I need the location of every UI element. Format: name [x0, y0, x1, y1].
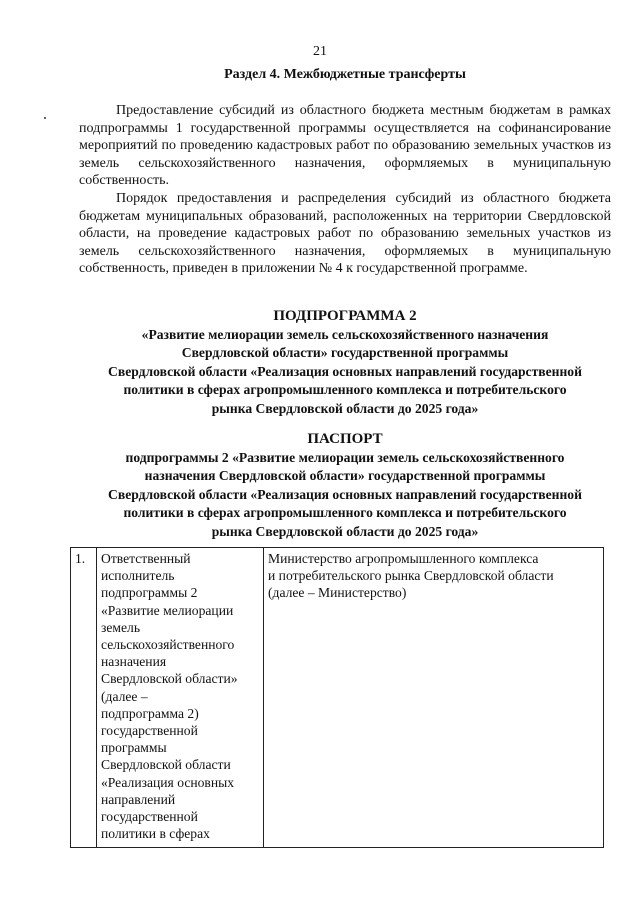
- row-number: 1.: [71, 548, 97, 848]
- subprogram-line: «Развитие мелиорации земель сельскохозяйственного назначения: [141, 327, 549, 342]
- row-value: Министерство агропромышленного комплекса и потребительского рынка Свердловской области (далее – Министерство): [264, 548, 604, 848]
- subprogram-line: Свердловской области «Реализация основных направлений государственной: [108, 363, 582, 379]
- passport-line: назначения Свердловской области» государственной программы: [144, 468, 546, 484]
- subprogram-heading: [79, 306, 611, 418]
- subprogram-line: Свердловской области» государственной программы: [181, 345, 509, 361]
- passport-title: ПАСПОРТ: [307, 431, 383, 447]
- passport-table: [70, 547, 604, 848]
- section-heading: Раздел 4. Межбюджетные трансферты: [224, 67, 466, 82]
- paragraph-subsidies: [79, 102, 611, 190]
- paragraph-procedure: [79, 190, 611, 278]
- scan-speck: [44, 117, 46, 119]
- subprogram-title: ПОДПРОГРАММА 2: [273, 308, 417, 324]
- paragraph-procedure-text: Порядок предоставления и распределения субсидий из областного бюджета бюджетам муниципальных образований, расположенных на территории Свердловской области, на проведение кадастровых работ по образованию земельных участков из земель сельскохозяйственного назначения, оформляемых в муниципальную собственность, приведен в приложении № 4 к государственной программе.: [79, 191, 612, 277]
- paragraph-subsidies-text: Предоставление субсидий из областного бюджета местным бюджетам в рамках подпрограммы 1 государственной программы осуществляется на софинансирование мероприятий по проведению кадастровых работ по образованию земельных участков из земель сельскохозяйственного назначения, оформляемых в муниципальную собственность.: [79, 103, 612, 189]
- passport-heading: [79, 429, 611, 541]
- passport-line: Свердловской области «Реализация основных направлений государственной: [108, 486, 582, 502]
- passport-line: рынка Свердловской области до 2025 года»: [211, 523, 479, 539]
- page-number: 21: [313, 44, 327, 59]
- table-row: [71, 548, 604, 848]
- passport-line: подпрограммы 2 «Развитие мелиорации земель сельскохозяйственного: [125, 450, 565, 465]
- subprogram-line: политики в сферах агропромышленного комплекса и потребительского: [123, 382, 567, 398]
- passport-line: политики в сферах агропромышленного комплекса и потребительского: [123, 505, 567, 521]
- row-label: Ответственный исполнитель подпрограммы 2 «Развитие мелиорации земель сельскохозяйственного назначения Свердловской области» (далее – подпрограмма 2) государственной программы Свердловской области «Реализация основных направлений государственной политики в сферах: [97, 548, 264, 848]
- subprogram-line: рынка Свердловской области до 2025 года»: [211, 400, 479, 416]
